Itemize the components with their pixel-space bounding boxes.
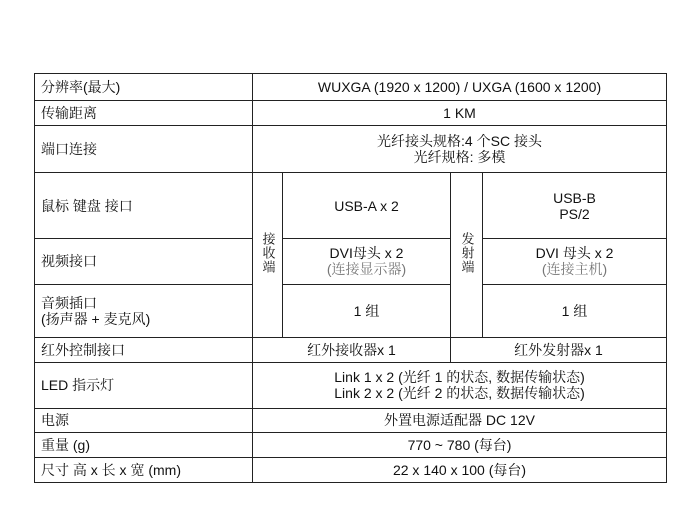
spec-table [34, 73, 667, 483]
mouse-kb-rx: USB-A x 2 [283, 173, 451, 239]
row-audio [35, 284, 667, 338]
video-rx-line1: DVI母头 x 2 [329, 245, 404, 262]
ir-label: 红外控制接口 [35, 338, 253, 363]
video-rx [283, 239, 451, 284]
weight-label: 重量 (g) [35, 433, 253, 458]
row-led [35, 363, 667, 408]
led-value-line2: Link 2 x 2 (光纤 2 的状态, 数据传输状态) [334, 385, 585, 402]
audio-tx: 1 组 [483, 284, 667, 338]
resolution-label: 分辨率(最大) [35, 74, 253, 101]
led-value [253, 363, 667, 408]
ir-rx: 红外接收器x 1 [253, 338, 451, 363]
mouse-kb-tx-line1: USB-B [553, 189, 596, 206]
ir-tx: 红外发射器x 1 [451, 338, 667, 363]
size-value: 22 x 140 x 100 (每台) [253, 458, 667, 483]
led-label: LED 指示灯 [35, 363, 253, 408]
video-label: 视频接口 [35, 239, 253, 284]
video-tx [483, 239, 667, 284]
power-value: 外置电源适配器 DC 12V [253, 408, 667, 433]
port-value-line2: 光纤规格: 多模 [413, 148, 506, 165]
distance-value: 1 KM [253, 100, 667, 125]
mouse-kb-tx [483, 173, 667, 239]
led-value-line1: Link 1 x 2 (光纤 1 的状态, 数据传输状态) [334, 369, 585, 386]
port-value [253, 125, 667, 173]
port-value-line1: 光纤接头规格:4 个SC 接头 [377, 132, 542, 149]
power-label: 电源 [35, 408, 253, 433]
row-distance [35, 100, 667, 125]
audio-label [35, 284, 253, 338]
transmitter-group-text: 发射端 [459, 232, 475, 275]
port-label: 端口连接 [35, 125, 253, 173]
distance-label: 传输距离 [35, 100, 253, 125]
weight-value: 770 ~ 780 (每台) [253, 433, 667, 458]
receiver-group-text: 接收端 [260, 232, 276, 275]
row-resolution [35, 74, 667, 101]
audio-rx: 1 组 [283, 284, 451, 338]
resolution-value: WUXGA (1920 x 1200) / UXGA (1600 x 1200) [253, 74, 667, 101]
row-video [35, 239, 667, 284]
audio-label-line2: (扬声器 + 麦克风) [41, 311, 151, 327]
video-tx-line2: (连接主机) [541, 261, 608, 278]
row-port [35, 125, 667, 173]
size-label: 尺寸 高 x 长 x 宽 (mm) [35, 458, 253, 483]
video-rx-line2: (连接显示器) [326, 261, 407, 278]
row-power [35, 408, 667, 433]
row-size [35, 458, 667, 483]
receiver-group-label [253, 173, 283, 338]
transmitter-group-label [451, 173, 483, 338]
row-weight [35, 433, 667, 458]
row-mouse-keyboard [35, 173, 667, 239]
mouse-kb-label: 鼠标 键盘 接口 [35, 173, 253, 239]
video-tx-line1: DVI 母头 x 2 [535, 245, 614, 262]
audio-label-line1: 音频插口 [41, 295, 97, 311]
row-ir [35, 338, 667, 363]
mouse-kb-tx-line2: PS/2 [559, 205, 590, 222]
